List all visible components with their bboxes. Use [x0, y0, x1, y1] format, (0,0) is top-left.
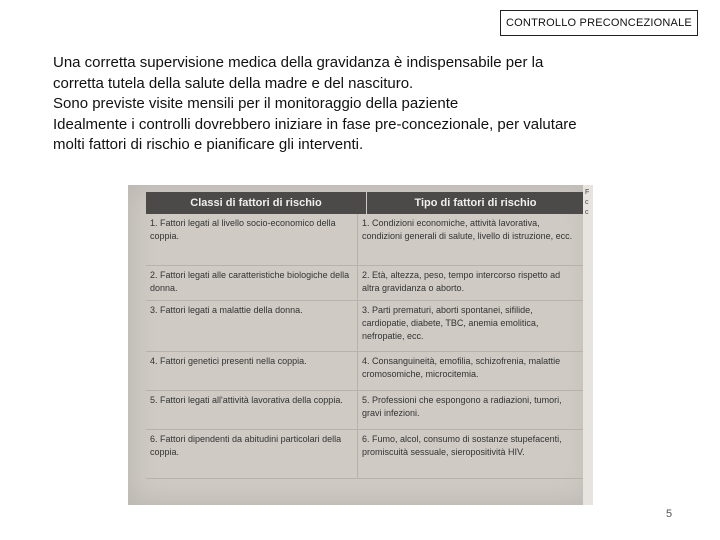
- table-cell: 2. Età, altezza, peso, tempo intercorso rispetto ad altra gravidanza o aborto.: [362, 270, 561, 293]
- column-header-types: Tipo di fattori di rischio: [414, 197, 537, 209]
- table-body: [146, 214, 584, 479]
- table-cell: 2. Fattori legati alle caratteristiche biologiche della donna.: [146, 266, 358, 300]
- edge-mark: c: [585, 209, 589, 216]
- column-header-classes: Classi di fattori di rischio: [146, 192, 367, 214]
- photo-edge-strip: [583, 185, 593, 505]
- table-row: [146, 214, 584, 266]
- table-cell: 5. Professioni che espongono a radiazioni, tumori, gravi infezioni.: [362, 395, 562, 418]
- body-line: molti fattori di rischio e pianificare gli interventi.: [53, 136, 364, 153]
- body-line: Sono previste visite mensili per il monitoraggio della paziente: [53, 95, 459, 112]
- page-number: 5: [666, 508, 673, 520]
- table-cell: 1. Fattori legati al livello socio-economico della coppia.: [146, 214, 358, 265]
- table-cell: 6. Fumo, alcol, consumo di sostanze stupefacenti, promiscuità sessuale, sieropositività HIV.: [362, 434, 562, 457]
- table-cell: 1. Condizioni economiche, attività lavorativa, condizioni generali di salute, livello di istruzione, ecc.: [362, 218, 573, 241]
- table-cell: 5. Fattori legati all'attività lavorativa della coppia.: [146, 391, 358, 429]
- edge-mark: F: [585, 189, 590, 196]
- table-cell: 3. Fattori legati a malattie della donna.: [146, 301, 358, 351]
- body-line: corretta tutela della salute della madre e del nascituro.: [53, 74, 414, 92]
- body-line: Idealmente i controlli dovrebbero iniziare in fase pre-concezionale, per valutare: [53, 115, 577, 133]
- slide-header-title: CONTROLLO PRECONCEZIONALE: [500, 10, 698, 36]
- risk-factors-table-photo: [128, 185, 593, 505]
- edge-mark: c: [585, 199, 589, 206]
- table-row: [146, 430, 584, 479]
- table-row: [146, 391, 584, 430]
- table-cell: 4. Consanguineità, emofilia, schizofrenia, malattie cromosomiche, microcitemia.: [362, 356, 561, 379]
- table-cell: 3. Parti prematuri, aborti spontanei, sifilide, cardiopatie, diabete, TBC, anemia emolitica, nefropatie, ecc.: [362, 305, 539, 341]
- table-header: [146, 192, 584, 214]
- table-cell: 4. Fattori genetici presenti nella coppia.: [146, 352, 358, 390]
- table-cell: 6. Fattori dipendenti da abitudini particolari della coppia.: [146, 430, 358, 478]
- table-row: [146, 352, 584, 391]
- body-line: Una corretta supervisione medica della gravidanza è indispensabile per la: [53, 54, 544, 71]
- slide-body-text: [53, 53, 693, 156]
- table-row: [146, 301, 584, 352]
- table-row: [146, 266, 584, 301]
